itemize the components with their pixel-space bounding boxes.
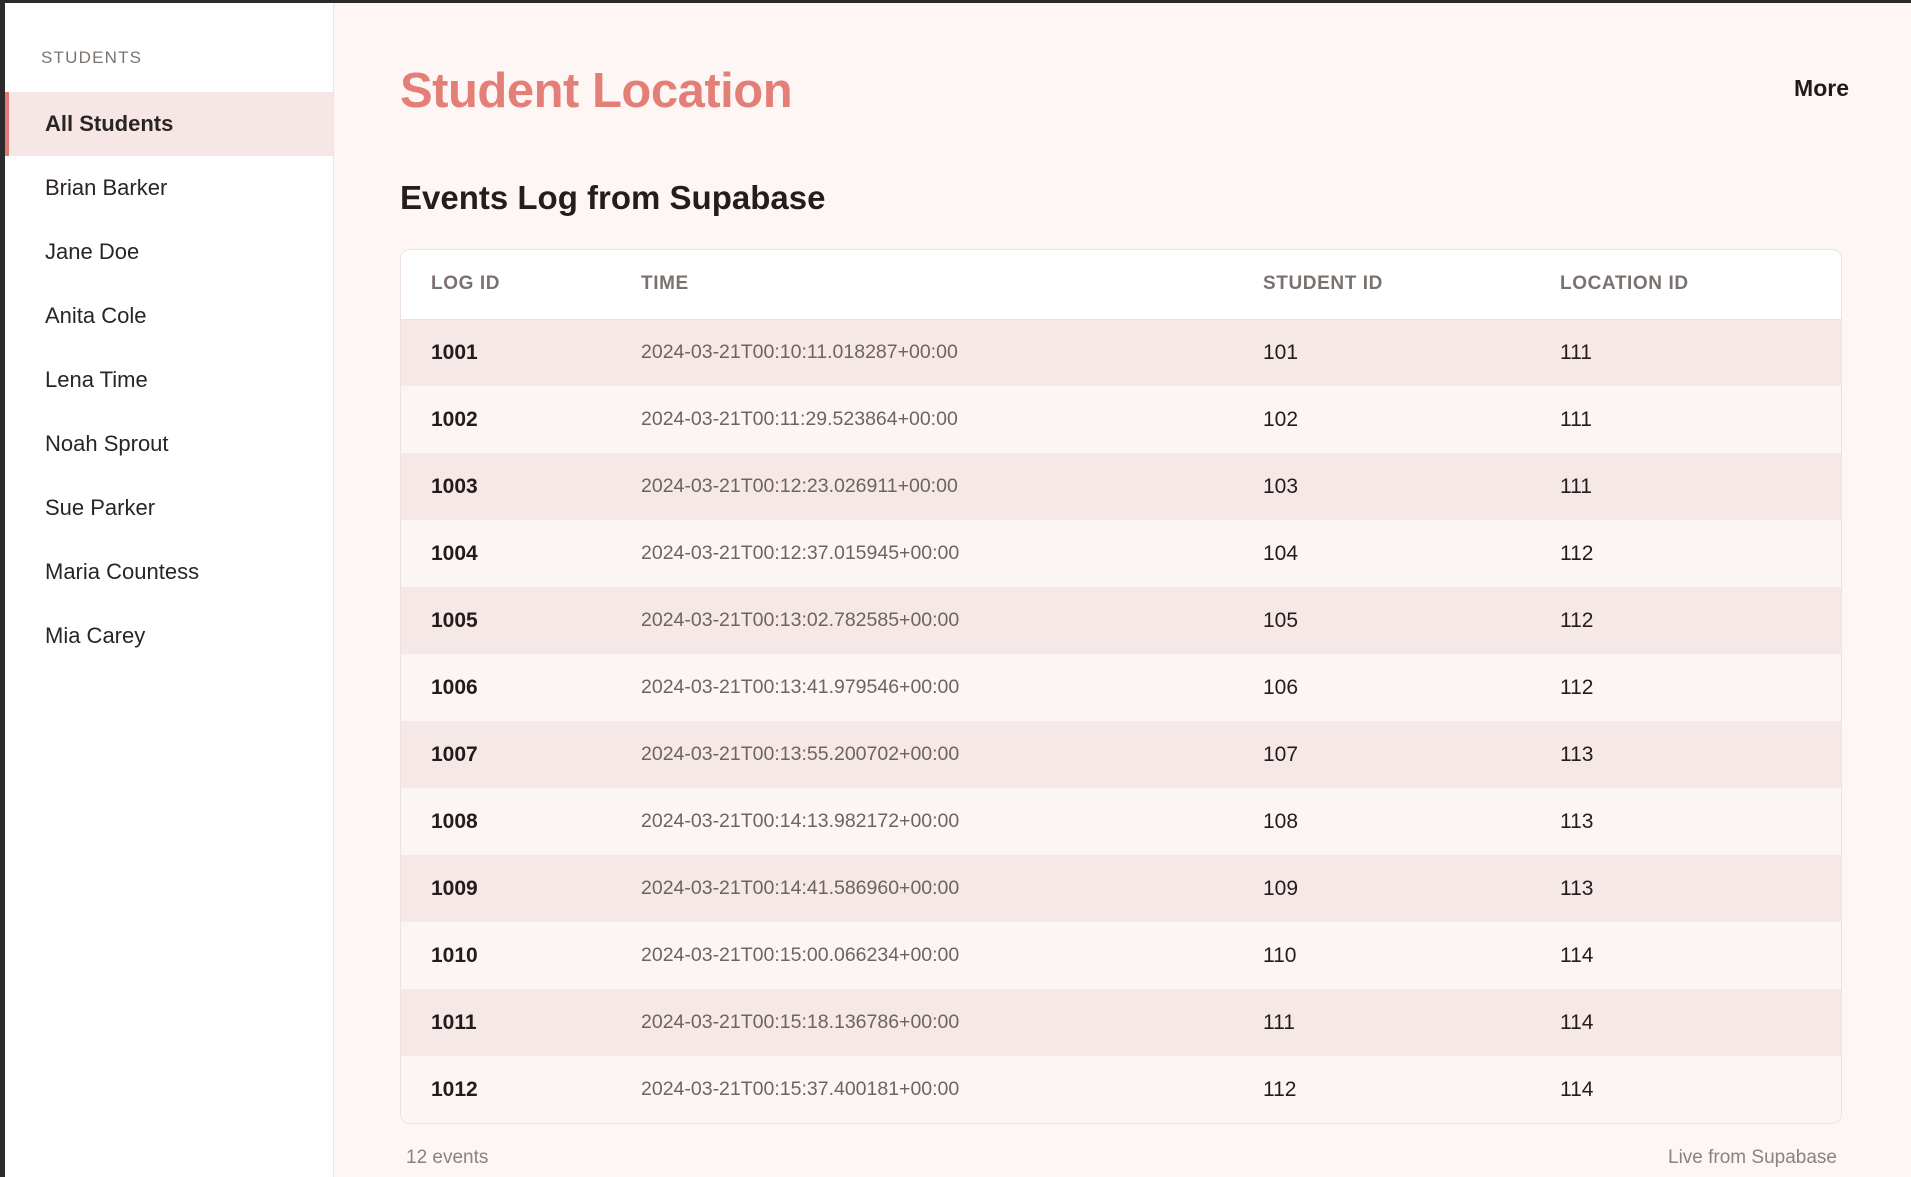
sidebar-item-brian-barker[interactable]: Brian Barker — [45, 175, 168, 200]
cell-time: 2024-03-21T00:14:41.586960+00:00 — [641, 877, 960, 899]
section-title: Events Log from Supabase — [400, 179, 826, 216]
cell-student-id: 112 — [1263, 1077, 1297, 1101]
cell-location-id: 113 — [1560, 876, 1594, 900]
cell-student-id: 106 — [1263, 675, 1299, 699]
cell-student-id: 105 — [1263, 608, 1299, 632]
cell-log-id: 1002 — [431, 407, 478, 431]
column-header-time: TIME — [641, 273, 689, 295]
sidebar-heading: STUDENTS — [41, 48, 143, 67]
cell-log-id: 1010 — [431, 943, 478, 967]
table-row — [401, 855, 1841, 922]
table-row — [401, 520, 1841, 587]
cell-location-id: 111 — [1560, 340, 1592, 364]
cell-log-id: 1007 — [431, 742, 478, 766]
sidebar — [5, 3, 334, 1177]
cell-student-id: 101 — [1263, 340, 1299, 364]
cell-student-id: 109 — [1263, 876, 1299, 900]
cell-log-id: 1005 — [431, 608, 478, 632]
sidebar-item-mia-carey[interactable]: Mia Carey — [45, 623, 146, 648]
sidebar-item-noah-sprout[interactable]: Noah Sprout — [45, 431, 169, 456]
cell-location-id: 112 — [1560, 675, 1594, 699]
cell-time: 2024-03-21T00:10:11.018287+00:00 — [641, 341, 958, 364]
cell-location-id: 112 — [1560, 541, 1594, 565]
cell-student-id: 111 — [1263, 1010, 1295, 1034]
sidebar-nav — [5, 92, 333, 668]
cell-log-id: 1006 — [431, 675, 478, 699]
cell-time: 2024-03-21T00:15:00.066234+00:00 — [641, 944, 960, 966]
cell-time: 2024-03-21T00:13:02.782585+00:00 — [641, 609, 960, 631]
cell-log-id: 1012 — [431, 1077, 478, 1101]
cell-time: 2024-03-21T00:11:29.523864+00:00 — [641, 408, 958, 430]
column-header-student-id: STUDENT ID — [1263, 273, 1383, 295]
cell-location-id: 114 — [1560, 1010, 1594, 1034]
page-title: Student Location — [400, 64, 793, 118]
table-row — [401, 654, 1841, 721]
column-header-log-id: LOG ID — [431, 273, 501, 295]
table-row — [401, 922, 1841, 989]
cell-student-id: 103 — [1263, 474, 1299, 498]
cell-log-id: 1008 — [431, 809, 478, 833]
events-table — [401, 250, 1841, 1123]
table-row — [401, 721, 1841, 788]
table-header-row — [401, 250, 1841, 319]
table-row — [401, 1056, 1841, 1123]
table-row — [401, 989, 1841, 1056]
cell-time: 2024-03-21T00:12:23.026911+00:00 — [641, 475, 958, 497]
cell-log-id: 1003 — [431, 474, 478, 498]
data-source-label: Live from Supabase — [1668, 1147, 1837, 1168]
sidebar-item-lena-time[interactable]: Lena Time — [45, 367, 148, 392]
more-link[interactable]: More — [1794, 75, 1849, 101]
cell-student-id: 104 — [1263, 541, 1299, 565]
cell-location-id: 111 — [1560, 474, 1592, 498]
table-row — [401, 587, 1841, 654]
cell-time: 2024-03-21T00:14:13.982172+00:00 — [641, 810, 960, 832]
cell-time: 2024-03-21T00:15:18.136786+00:00 — [641, 1011, 960, 1033]
sidebar-item-all-students[interactable]: All Students — [5, 92, 333, 156]
cell-log-id: 1001 — [431, 340, 478, 364]
cell-time: 2024-03-21T00:12:37.015945+00:00 — [641, 542, 960, 564]
cell-time: 2024-03-21T00:13:41.979546+00:00 — [641, 676, 960, 698]
sidebar-item-maria-countess[interactable]: Maria Countess — [45, 559, 200, 584]
table-row — [401, 319, 1841, 386]
column-header-location-id: LOCATION ID — [1560, 273, 1689, 295]
sidebar-item-anita-cole[interactable]: Anita Cole — [45, 303, 147, 328]
sidebar-item-jane-doe[interactable]: Jane Doe — [45, 239, 140, 264]
cell-location-id: 113 — [1560, 809, 1594, 833]
event-count: 12 events — [406, 1147, 489, 1168]
cell-student-id: 108 — [1263, 809, 1299, 833]
cell-student-id: 102 — [1263, 407, 1299, 431]
cell-location-id: 114 — [1560, 943, 1594, 967]
cell-location-id: 113 — [1560, 742, 1594, 766]
table-row — [401, 386, 1841, 453]
cell-log-id: 1011 — [431, 1010, 477, 1034]
cell-log-id: 1009 — [431, 876, 478, 900]
cell-location-id: 114 — [1560, 1077, 1594, 1101]
app-window — [5, 3, 1911, 1177]
cell-time: 2024-03-21T00:13:55.200702+00:00 — [641, 743, 960, 765]
cell-time: 2024-03-21T00:15:37.400181+00:00 — [641, 1078, 960, 1100]
events-table-card — [400, 249, 1842, 1124]
cell-location-id: 112 — [1560, 608, 1594, 632]
main-content — [334, 3, 1911, 1177]
table-row — [401, 453, 1841, 520]
cell-student-id: 110 — [1263, 943, 1297, 967]
table-row — [401, 788, 1841, 855]
cell-location-id: 111 — [1560, 407, 1592, 431]
sidebar-item-sue-parker[interactable]: Sue Parker — [45, 495, 156, 520]
cell-student-id: 107 — [1263, 742, 1299, 766]
cell-log-id: 1004 — [431, 541, 478, 565]
